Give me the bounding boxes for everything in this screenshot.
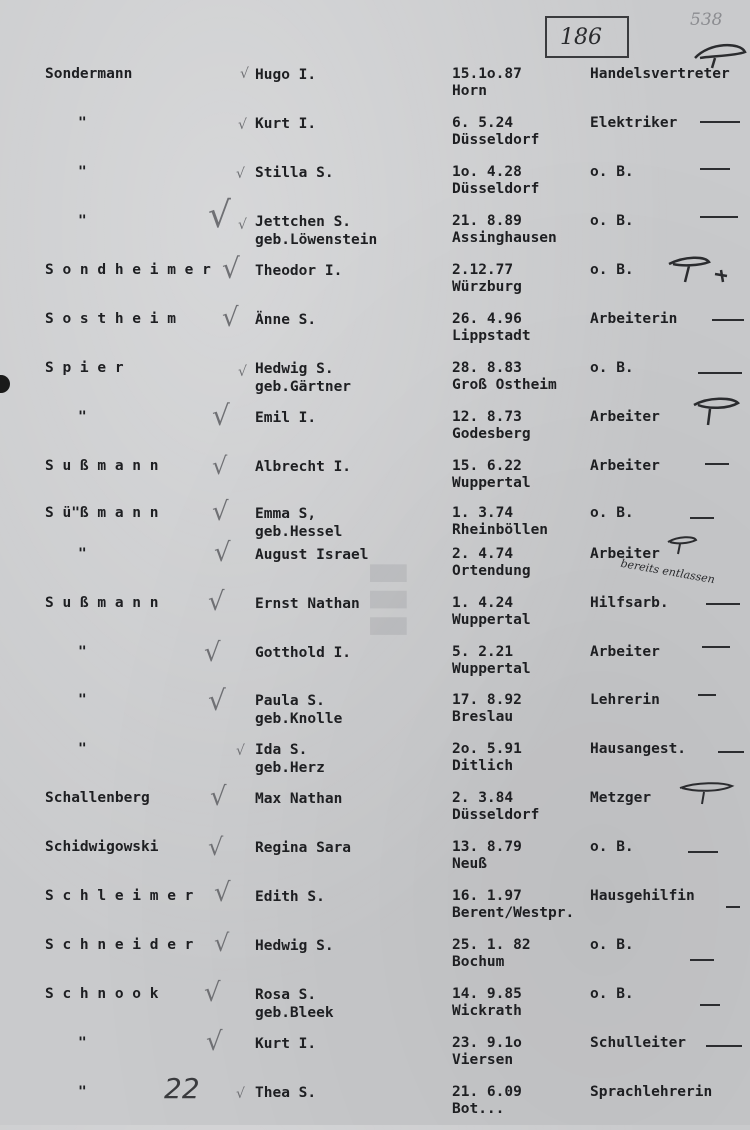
check-mark-icon: √ — [238, 117, 247, 133]
occupation: Hausangest. — [590, 741, 687, 757]
table-row — [0, 66, 750, 112]
surname: S o n d h e i m e r — [45, 262, 211, 278]
birth-date-place: 23. 9.1o Viersen — [452, 1035, 522, 1068]
table-row — [0, 452, 750, 504]
birth-date-place: 2.12.77 Würzburg — [452, 262, 522, 295]
birth-date-place: 2. 4.74 Ortendung — [452, 546, 531, 579]
check-mark-icon: √ — [210, 782, 227, 812]
dash-mark — [688, 851, 718, 853]
occupation: Schulleiter — [590, 1035, 687, 1051]
given-name: Rosa S. geb.Bleek — [255, 987, 334, 1021]
table-row — [0, 638, 750, 690]
dash-mark — [700, 1004, 720, 1006]
surname: " — [78, 115, 87, 131]
given-name: Thea S. — [255, 1085, 317, 1101]
given-name: Änne S. — [255, 312, 317, 328]
dash-mark — [700, 168, 730, 170]
check-mark-icon: √ — [212, 497, 229, 527]
occupation: o. B. — [590, 360, 634, 376]
surname: S ü"ß m a n n — [45, 505, 159, 521]
table-row — [0, 587, 750, 641]
surname: " — [78, 1084, 87, 1100]
birth-date-place: 2o. 5.91 Ditlich — [452, 741, 522, 774]
occupation: Sprachlehrerin — [590, 1084, 713, 1100]
surname: S o s t h e i m — [45, 311, 176, 327]
check-mark-icon: √ — [208, 587, 225, 617]
check-mark-icon: √ — [240, 66, 249, 82]
table-row — [0, 303, 750, 357]
table-row — [0, 1027, 750, 1081]
occupation: Hausgehilfin — [590, 888, 695, 904]
occupation: o. B. — [590, 839, 634, 855]
occupation: Arbeiter — [590, 546, 660, 562]
birth-date-place: 14. 9.85 Wickrath — [452, 986, 522, 1019]
surname: Sondermann — [45, 66, 133, 82]
check-mark-icon: √ — [214, 878, 231, 908]
birth-date-place: 6. 5.24 Düsseldorf — [452, 115, 540, 148]
table-row — [0, 1072, 750, 1130]
given-name: Edith S. — [255, 889, 325, 905]
occupation: Arbeiter — [590, 458, 660, 474]
birth-date-place: 21. 8.89 Assinghausen — [452, 213, 557, 246]
check-mark-icon: √ — [212, 452, 228, 480]
check-mark-icon: √ — [208, 684, 226, 717]
handwritten-note: bereits entlassen — [619, 556, 716, 587]
table-row — [0, 195, 750, 259]
table-row — [0, 782, 750, 836]
given-name: Stilla S. — [255, 165, 334, 181]
surname: " — [78, 741, 87, 757]
birth-date-place: 13. 8.79 Neuß — [452, 839, 522, 872]
given-name: Albrecht I. — [255, 459, 352, 475]
check-mark-icon: √ — [236, 1086, 245, 1102]
hand-mark-icon — [665, 254, 745, 288]
occupation: Handelsvertreter — [590, 66, 730, 82]
occupation: o. B. — [590, 505, 634, 521]
corner-page-note: 538 — [690, 10, 723, 30]
surname: S u ß m a n n — [45, 458, 159, 474]
hand-mark-icon — [690, 40, 750, 70]
given-name: Paula S. geb.Knolle — [255, 693, 343, 727]
birth-date-place: 1. 3.74 Rheinböllen — [452, 505, 549, 538]
table-row — [0, 360, 750, 406]
check-mark-icon: √ — [208, 195, 231, 236]
dash-mark — [690, 517, 714, 519]
birth-date-place: 5. 2.21 Wuppertal — [452, 644, 531, 677]
dash-mark — [705, 463, 729, 465]
hand-mark-icon — [690, 395, 745, 429]
birth-date-place: 26. 4.96 Lippstadt — [452, 311, 531, 344]
given-name: Gotthold I. — [255, 645, 352, 661]
check-mark-icon: √ — [208, 833, 224, 861]
given-name: Max Nathan — [255, 791, 343, 807]
table-row — [0, 115, 750, 161]
given-name: Hugo I. — [255, 67, 317, 83]
surname: S c h n o o k — [45, 986, 159, 1002]
file-number: 186 — [560, 25, 602, 50]
occupation: o. B. — [590, 937, 634, 953]
given-name: Ida S. geb.Herz — [255, 742, 325, 776]
dash-mark — [712, 319, 744, 321]
occupation: o. B. — [590, 213, 634, 229]
check-mark-icon: √ — [222, 303, 239, 333]
given-name: Ernst Nathan — [255, 596, 360, 612]
dash-mark — [690, 959, 714, 961]
check-mark-icon: √ — [204, 638, 221, 668]
occupation: Arbeiterin — [590, 311, 678, 327]
occupation: o. B. — [590, 164, 634, 180]
hand-mark-icon — [664, 534, 704, 556]
given-name: August Israel — [255, 547, 369, 563]
given-name: Hedwig S. geb.Gärtner — [255, 361, 352, 395]
hand-mark-icon — [676, 780, 738, 810]
birth-date-place: 15.1o.87 Horn — [452, 66, 522, 99]
occupation: Arbeiter — [590, 409, 660, 425]
dash-mark — [706, 603, 740, 605]
given-name: Emma S, geb.Hessel — [255, 506, 343, 540]
given-name: Regina Sara — [255, 840, 352, 856]
birth-date-place: 16. 1.97 Berent/Westpr. — [452, 888, 575, 921]
given-name: Theodor I. — [255, 263, 343, 279]
surname: " — [78, 692, 87, 708]
surname: " — [78, 213, 87, 229]
birth-date-place: 17. 8.92 Breslau — [452, 692, 522, 725]
surname: " — [78, 409, 87, 425]
table-row — [0, 978, 750, 1032]
occupation: o. B. — [590, 986, 634, 1002]
birth-date-place: 2. 3.84 Düsseldorf — [452, 790, 540, 823]
birth-date-place: 1. 4.24 Wuppertal — [452, 595, 531, 628]
birth-date-place: 1o. 4.28 Düsseldorf — [452, 164, 540, 197]
surname: S c h l e i m e r — [45, 888, 194, 904]
occupation: Hilfsarb. — [590, 595, 669, 611]
dash-mark — [706, 1045, 742, 1047]
given-name: Kurt I. — [255, 116, 317, 132]
dash-mark — [698, 372, 742, 374]
surname: Schallenberg — [45, 790, 150, 806]
table-row — [0, 684, 750, 738]
surname: Schidwigowski — [45, 839, 159, 855]
given-name: Hedwig S. — [255, 938, 334, 954]
dash-mark — [698, 694, 716, 696]
surname: " — [78, 1035, 87, 1051]
check-mark-icon: √ — [236, 743, 245, 759]
check-mark-icon: √ — [206, 1027, 223, 1057]
surname: S p i e r — [45, 360, 124, 376]
table-row — [0, 741, 750, 787]
faint-watermark: ▮▮▮ — [364, 560, 420, 640]
birth-date-place: 15. 6.22 Wuppertal — [452, 458, 531, 491]
check-mark-icon: √ — [214, 538, 231, 568]
table-row — [0, 164, 750, 210]
dash-mark — [700, 216, 738, 218]
check-mark-icon: √ — [222, 252, 240, 285]
birth-date-place: 28. 8.83 Groß Ostheim — [452, 360, 557, 393]
dash-mark — [718, 751, 744, 753]
dash-mark — [726, 906, 740, 908]
check-mark-icon: √ — [238, 364, 247, 380]
check-mark-icon: √ — [204, 978, 221, 1008]
surname: " — [78, 546, 87, 562]
check-mark-icon: √ — [236, 166, 245, 182]
table-row — [0, 252, 750, 308]
dash-mark — [702, 646, 730, 648]
occupation: o. B. — [590, 262, 634, 278]
check-mark-icon: √ — [212, 399, 230, 432]
table-row — [0, 878, 750, 934]
occupation: Lehrerin — [590, 692, 660, 708]
check-mark-icon: √ — [238, 217, 247, 233]
surname: " — [78, 164, 87, 180]
birth-date-place: 25. 1. 82 Bochum — [452, 937, 531, 970]
occupation: Elektriker — [590, 115, 678, 131]
margin-number: 22 — [164, 1072, 200, 1105]
table-row — [0, 497, 750, 551]
surname: S u ß m a n n — [45, 595, 159, 611]
table-row — [0, 399, 750, 455]
table-row — [0, 929, 750, 983]
table-row — [0, 833, 750, 885]
dash-mark — [700, 121, 740, 123]
occupation: Arbeiter — [590, 644, 660, 660]
given-name: Jettchen S. geb.Löwenstein — [255, 214, 378, 248]
birth-date-place: 21. 6.09 Bot... — [452, 1084, 522, 1117]
birth-date-place: 12. 8.73 Godesberg — [452, 409, 531, 442]
surname: S c h n e i d e r — [45, 937, 194, 953]
occupation: Metzger — [590, 790, 652, 806]
surname: " — [78, 644, 87, 660]
given-name: Emil I. — [255, 410, 317, 426]
check-mark-icon: √ — [214, 929, 230, 957]
given-name: Kurt I. — [255, 1036, 317, 1052]
